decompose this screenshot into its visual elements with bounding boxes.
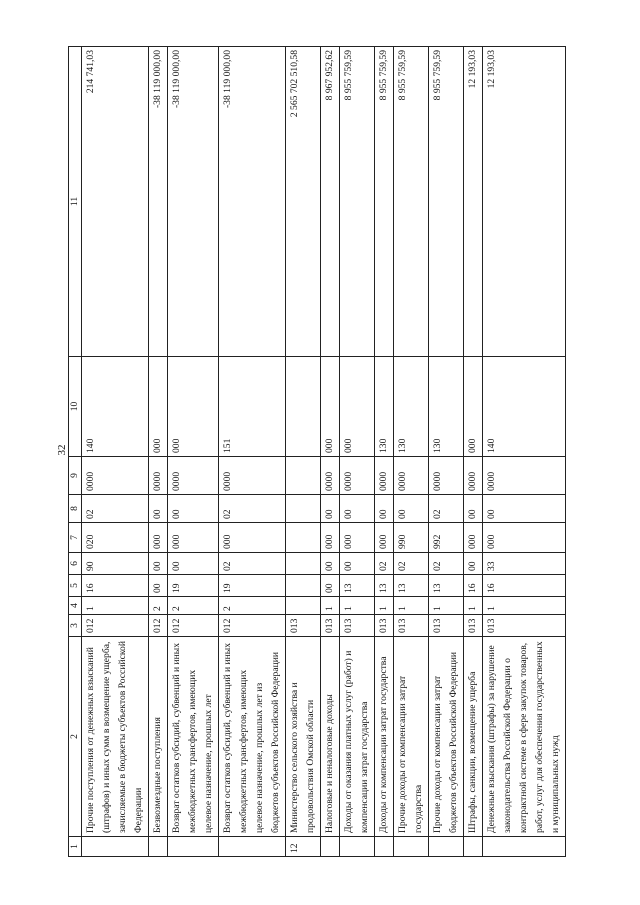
cell-c7: 000 (340, 523, 375, 553)
cell-amount: -38 119 000,00 (168, 47, 219, 357)
cell-c9: 0000 (168, 457, 219, 495)
cell-c4: 2 (168, 597, 219, 615)
cell-c7: 000 (168, 523, 219, 553)
cell-c1 (321, 837, 340, 857)
col-header-10: 10 (69, 357, 82, 457)
table-row (340, 47, 375, 857)
cell-c6: 00 (321, 553, 340, 575)
table-row (149, 47, 168, 857)
cell-amount: 8 955 759,59 (394, 47, 429, 357)
cell-c7: 000 (483, 523, 566, 553)
cell-c5: 16 (82, 575, 149, 597)
cell-c1 (429, 837, 464, 857)
cell-c4: 2 (149, 597, 168, 615)
cell-c5 (286, 575, 321, 597)
cell-c10: 130 (375, 357, 394, 457)
col-header-3: 3 (69, 615, 82, 637)
cell-c1 (219, 837, 286, 857)
cell-desc: Возврат остатков субсидий, субвенций и иных межбюджетных трансфертов, имеющих целевое назначение, прошлых лет (168, 637, 219, 837)
cell-c5: 19 (168, 575, 219, 597)
cell-c8: 00 (394, 495, 429, 523)
cell-c3: 012 (168, 615, 219, 637)
cell-c6: 00 (168, 553, 219, 575)
col-header-6: 6 (69, 553, 82, 575)
cell-c9: 0000 (82, 457, 149, 495)
cell-c7: 000 (149, 523, 168, 553)
table-row (321, 47, 340, 857)
col-header-1: 1 (69, 837, 82, 857)
cell-c1 (483, 837, 566, 857)
cell-c6: 00 (464, 553, 483, 575)
cell-c3: 013 (464, 615, 483, 637)
cell-c6 (286, 553, 321, 575)
revenue-table (68, 46, 566, 857)
cell-c10: 000 (321, 357, 340, 457)
cell-c3: 013 (340, 615, 375, 637)
col-header-11: 11 (69, 47, 82, 357)
col-header-8: 8 (69, 495, 82, 523)
table-row (394, 47, 429, 857)
cell-c7 (286, 523, 321, 553)
cell-c4: 2 (219, 597, 286, 615)
cell-amount: 12 193,03 (483, 47, 566, 357)
cell-desc: Прочие доходы от компенсации затрат государства (394, 637, 429, 837)
col-header-2: 2 (69, 637, 82, 837)
cell-c1 (168, 837, 219, 857)
cell-amount: -38 119 000,00 (149, 47, 168, 357)
cell-c6: 02 (375, 553, 394, 575)
cell-c3: 013 (375, 615, 394, 637)
cell-c9: 0000 (340, 457, 375, 495)
cell-amount: 8 955 759,59 (340, 47, 375, 357)
cell-c5: 16 (483, 575, 566, 597)
cell-amount: 2 565 702 510,58 (286, 47, 321, 357)
cell-amount: -38 119 000,00 (219, 47, 286, 357)
cell-c6: 90 (82, 553, 149, 575)
cell-c4 (286, 597, 321, 615)
col-header-5: 5 (69, 575, 82, 597)
cell-desc: Доходы от компенсации затрат государства (375, 637, 394, 837)
cell-c8: 00 (321, 495, 340, 523)
cell-c6: 02 (394, 553, 429, 575)
header-row (69, 47, 82, 857)
cell-c1 (464, 837, 483, 857)
cell-c8: 00 (168, 495, 219, 523)
page-number: 32 (56, 444, 68, 456)
cell-c5: 00 (149, 575, 168, 597)
cell-c10: 130 (394, 357, 429, 457)
cell-c8 (286, 495, 321, 523)
table-row (375, 47, 394, 857)
cell-c4: 1 (340, 597, 375, 615)
cell-c9: 0000 (464, 457, 483, 495)
cell-c9: 0000 (149, 457, 168, 495)
cell-c5: 13 (340, 575, 375, 597)
cell-c10: 140 (82, 357, 149, 457)
cell-c7: 000 (375, 523, 394, 553)
table-row (429, 47, 464, 857)
cell-desc: Возврат остатков субсидий, субвенций и иных межбюджетных трансфертов, имеющих целевое назначение, прошлых лет из бюджетов субъектов Российской Федерации (219, 637, 286, 837)
cell-c5: 13 (394, 575, 429, 597)
cell-c8: 02 (429, 495, 464, 523)
cell-c8: 02 (219, 495, 286, 523)
cell-c7: 020 (82, 523, 149, 553)
cell-c3: 013 (394, 615, 429, 637)
cell-c6: 02 (429, 553, 464, 575)
cell-c7: 000 (464, 523, 483, 553)
cell-c1 (394, 837, 429, 857)
table-viewport (68, 47, 561, 857)
cell-c4: 1 (82, 597, 149, 615)
cell-c3: 013 (483, 615, 566, 637)
revenue-table-rotated (68, 47, 561, 857)
cell-c9: 0000 (394, 457, 429, 495)
cell-c10: 000 (149, 357, 168, 457)
cell-c4: 1 (321, 597, 340, 615)
cell-c9: 0000 (321, 457, 340, 495)
cell-c1: 12 (286, 837, 321, 857)
cell-c3: 012 (82, 615, 149, 637)
cell-desc: Министерство сельского хозяйства и продовольствия Омской области (286, 637, 321, 837)
cell-c6: 00 (340, 553, 375, 575)
table-row (464, 47, 483, 857)
table-row (82, 47, 149, 857)
cell-c1 (82, 837, 149, 857)
cell-c4: 1 (464, 597, 483, 615)
cell-c10: 000 (464, 357, 483, 457)
table-row (219, 47, 286, 857)
cell-amount: 8 955 759,59 (429, 47, 464, 357)
cell-desc: Безвозмездные поступления (149, 637, 168, 837)
table-row (483, 47, 566, 857)
cell-c10: 140 (483, 357, 566, 457)
cell-c8: 00 (375, 495, 394, 523)
cell-c7: 000 (321, 523, 340, 553)
cell-desc: Прочие доходы от компенсации затрат бюджетов субъектов Российской Федерации (429, 637, 464, 837)
cell-c3: 013 (321, 615, 340, 637)
cell-c8: 00 (464, 495, 483, 523)
cell-c5: 19 (219, 575, 286, 597)
cell-c5: 16 (464, 575, 483, 597)
cell-c10: 151 (219, 357, 286, 457)
cell-c1 (149, 837, 168, 857)
cell-desc: Прочие поступления от денежных взысканий (штрафов) и иных сумм в возмещение ущерба, зачисляемые в бюджеты субъектов Российской Федерации (82, 637, 149, 837)
cell-desc: Доходы от оказания платных услуг (работ) и компенсации затрат государства (340, 637, 375, 837)
cell-c6: 02 (219, 553, 286, 575)
col-header-9: 9 (69, 457, 82, 495)
cell-c5: 00 (321, 575, 340, 597)
cell-c3: 013 (286, 615, 321, 637)
cell-c3: 012 (219, 615, 286, 637)
cell-c6: 33 (483, 553, 566, 575)
cell-c6: 00 (149, 553, 168, 575)
col-header-4: 4 (69, 597, 82, 615)
cell-c7: 990 (394, 523, 429, 553)
cell-c5: 13 (429, 575, 464, 597)
cell-c4: 1 (429, 597, 464, 615)
cell-amount: 12 193,03 (464, 47, 483, 357)
cell-c7: 992 (429, 523, 464, 553)
cell-c4: 1 (394, 597, 429, 615)
cell-amount: 214 741,03 (82, 47, 149, 357)
cell-c8: 00 (483, 495, 566, 523)
cell-c10 (286, 357, 321, 457)
cell-c8: 02 (82, 495, 149, 523)
cell-c9: 0000 (483, 457, 566, 495)
col-header-7: 7 (69, 523, 82, 553)
cell-c10: 130 (429, 357, 464, 457)
cell-desc: Денежные взыскания (штрафы) за нарушение законодательства Российской Федерации о контрактной системе в сфере закупок товаров, работ, услуг для обеспечения государственных и муниципальных нужд (483, 637, 566, 837)
cell-c7: 000 (219, 523, 286, 553)
cell-amount: 8 955 759,59 (375, 47, 394, 357)
cell-c8: 00 (340, 495, 375, 523)
cell-c3: 013 (429, 615, 464, 637)
cell-c1 (340, 837, 375, 857)
cell-c10: 000 (340, 357, 375, 457)
cell-c5: 13 (375, 575, 394, 597)
cell-c8: 00 (149, 495, 168, 523)
cell-c4: 1 (483, 597, 566, 615)
table-row (168, 47, 219, 857)
cell-c3: 012 (149, 615, 168, 637)
cell-desc: Штрафы, санкции, возмещение ущерба (464, 637, 483, 837)
cell-c9: 0000 (219, 457, 286, 495)
cell-c10: 000 (168, 357, 219, 457)
cell-c4: 1 (375, 597, 394, 615)
cell-desc: Налоговые и неналоговые доходы (321, 637, 340, 837)
table-row (286, 47, 321, 857)
cell-c9: 0000 (375, 457, 394, 495)
cell-amount: 8 967 952,62 (321, 47, 340, 357)
cell-c9 (286, 457, 321, 495)
cell-c9: 0000 (429, 457, 464, 495)
cell-c1 (375, 837, 394, 857)
